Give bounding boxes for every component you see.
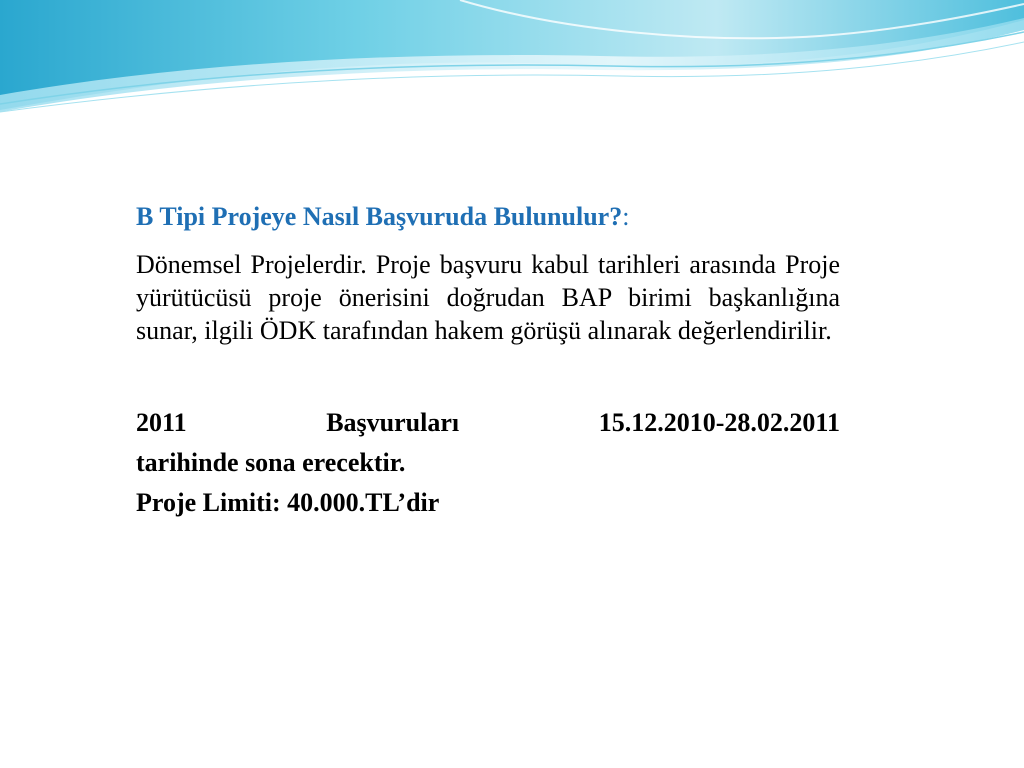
application-dates (136, 403, 840, 524)
heading-suffix: : (622, 202, 630, 231)
body-paragraph: Dönemsel Projelerdir. Proje başvuru kabul tarihleri arasında Proje yürütücüsü proje önerisini doğrudan BAP birimi başkanlığına sunar, ilgili ÖDK tarafından hakem görüşü alınarak değerlendirilir. (136, 249, 840, 345)
heading-text: B Tipi Projeye Nasıl Başvuruda Bulunulur? (136, 202, 623, 231)
dates-range: 15.12.2010-28.02.2011 (598, 407, 840, 437)
dates-year: 2011 (136, 407, 187, 437)
project-limit: Proje Limiti: 40.000.TL’dir (136, 488, 440, 518)
header-wave-decoration (0, 0, 1024, 130)
dates-line (136, 403, 840, 443)
slide-heading (136, 200, 840, 234)
slide-content (136, 200, 840, 524)
dates-continuation: tarihinde sona erecektir. (136, 448, 406, 478)
dates-label: Başvuruları (326, 407, 460, 437)
